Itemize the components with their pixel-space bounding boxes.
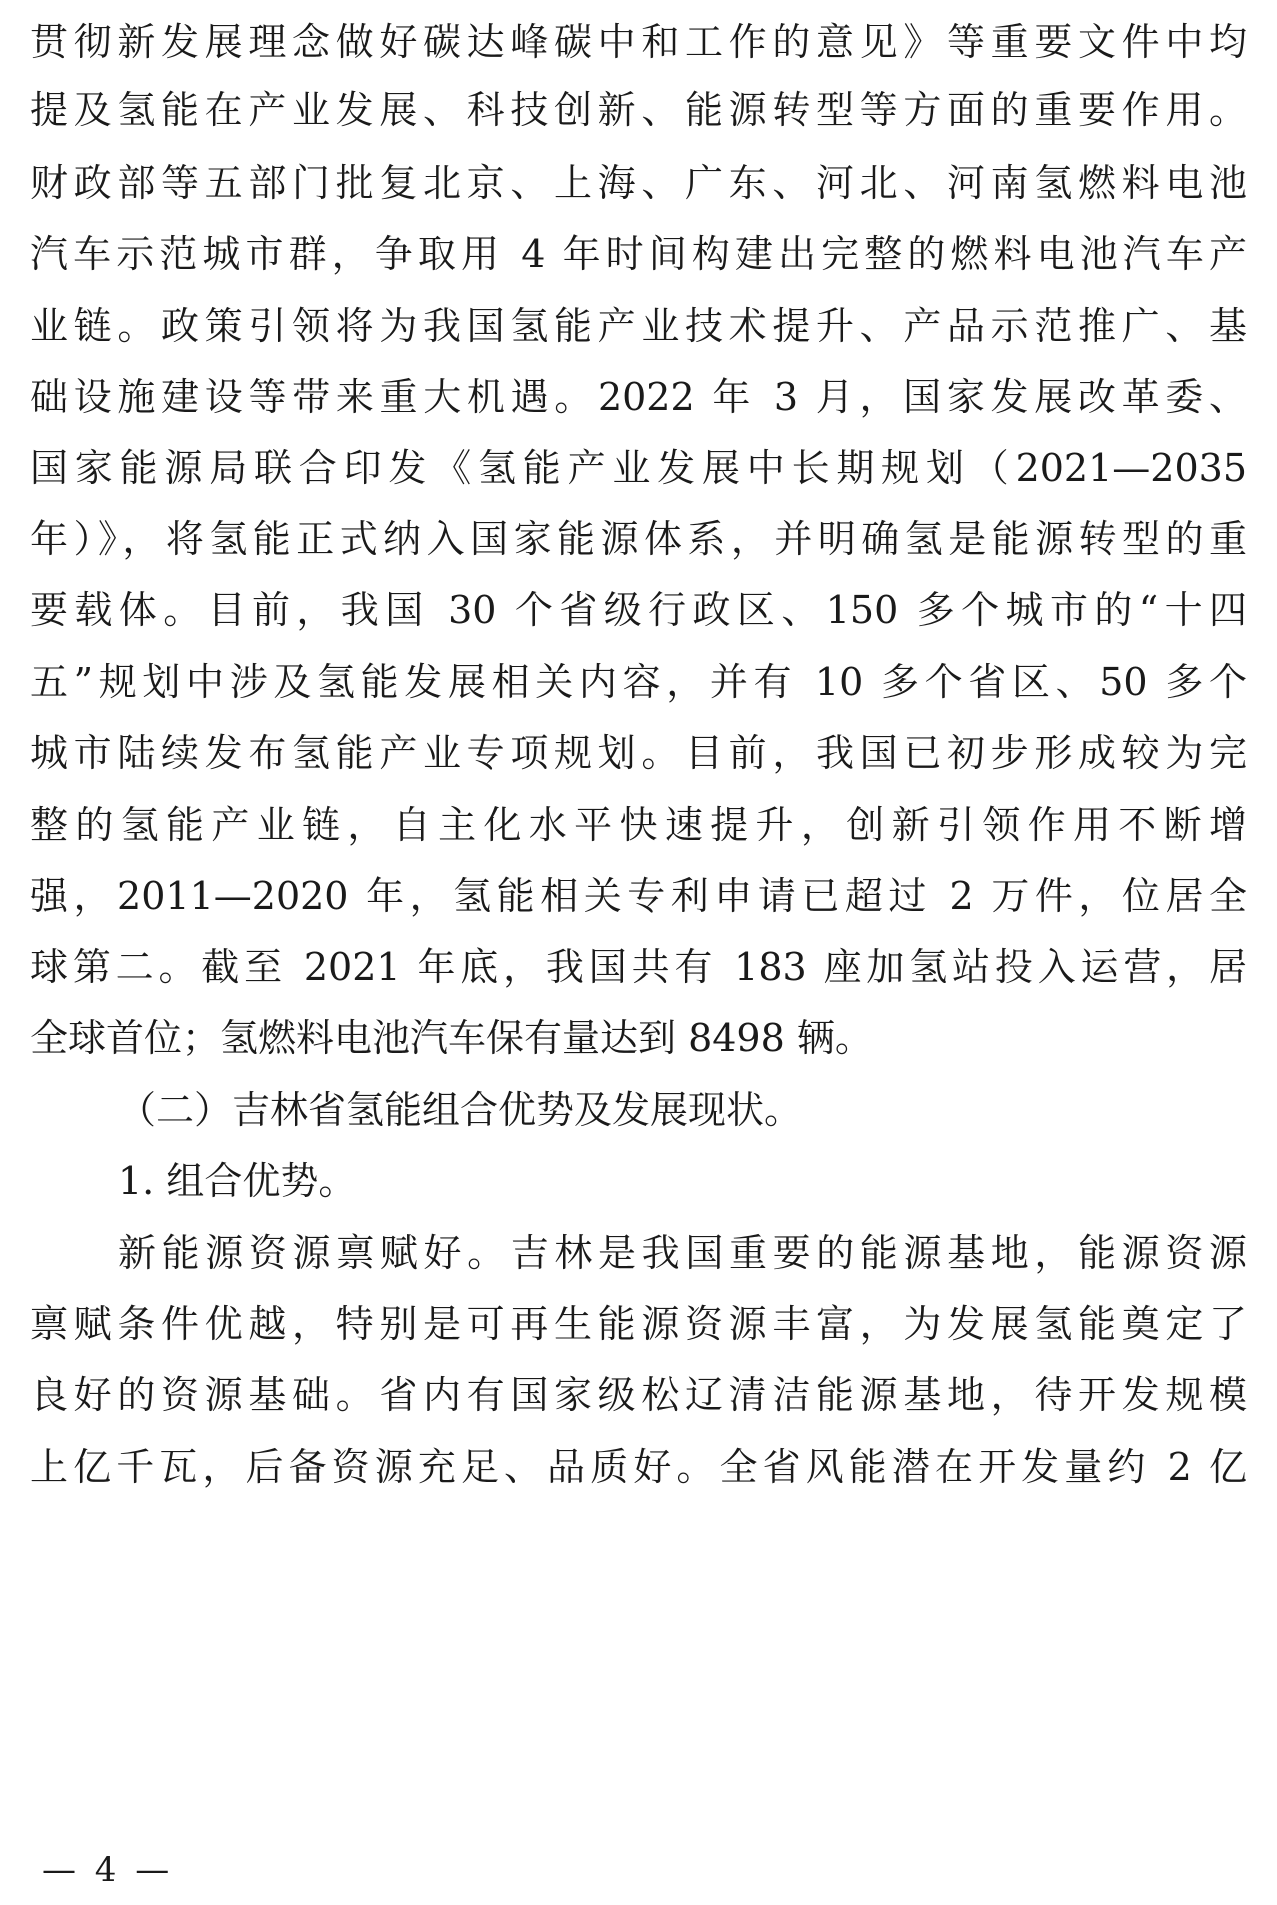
body-text-line: 球第二。截至 2021 年底，我国共有 183 座加氢站投入运营，居 — [30, 945, 1247, 989]
body-text-line: 要载体。目前，我国 30 个省级行政区、150 多个城市的“十四 — [30, 588, 1247, 632]
body-text-line: 础设施建设等带来重大机遇。2022 年 3 月，国家发展改革委、 — [30, 375, 1247, 419]
body-text-line: 新能源资源禀赋好。吉林是我国重要的能源基地，能源资源 — [118, 1231, 1247, 1275]
body-text-line: 国家能源局联合印发《氢能产业发展中长期规划（2021—2035 — [30, 446, 1247, 490]
page-number: — 4 — — [42, 1850, 174, 1890]
body-text-line: 年）》，将氢能正式纳入国家能源体系，并明确氢是能源转型的重 — [30, 517, 1247, 561]
body-text-line: 整的氢能产业链，自主化水平快速提升，创新引领作用不断增 — [30, 803, 1247, 847]
body-text-line: 禀赋条件优越，特别是可再生能源资源丰富，为发展氢能奠定了 — [30, 1302, 1247, 1346]
subsection-heading: 1. 组合优势。 — [118, 1159, 357, 1203]
body-text-line: 城市陆续发布氢能产业专项规划。目前，我国已初步形成较为完 — [30, 731, 1247, 775]
body-text-line: 五”规划中涉及氢能发展相关内容，并有 10 多个省区、50 多个 — [30, 660, 1247, 704]
body-text-line: 汽车示范城市群，争取用 4 年时间构建出完整的燃料电池汽车产 — [30, 232, 1247, 276]
body-text-line: 全球首位；氢燃料电池汽车保有量达到 8498 辆。 — [30, 1016, 873, 1060]
body-text-line: 贯彻新发展理念做好碳达峰碳中和工作的意见》等重要文件中均 — [30, 20, 1247, 64]
body-text-line: 提及氢能在产业发展、科技创新、能源转型等方面的重要作用。 — [30, 88, 1247, 132]
body-text-line: 财政部等五部门批复北京、上海、广东、河北、河南氢燃料电池 — [30, 161, 1247, 205]
body-text-line: 良好的资源基础。省内有国家级松辽清洁能源基地，待开发规模 — [30, 1373, 1247, 1417]
body-text-line: 强，2011—2020 年，氢能相关专利申请已超过 2 万件，位居全 — [30, 874, 1247, 918]
body-text-line: 上亿千瓦，后备资源充足、品质好。全省风能潜在开发量约 2 亿 — [30, 1445, 1247, 1489]
body-text-line: 业链。政策引领将为我国氢能产业技术提升、产品示范推广、基 — [30, 304, 1247, 348]
section-heading: （二）吉林省氢能组合优势及发展现状。 — [118, 1088, 803, 1132]
